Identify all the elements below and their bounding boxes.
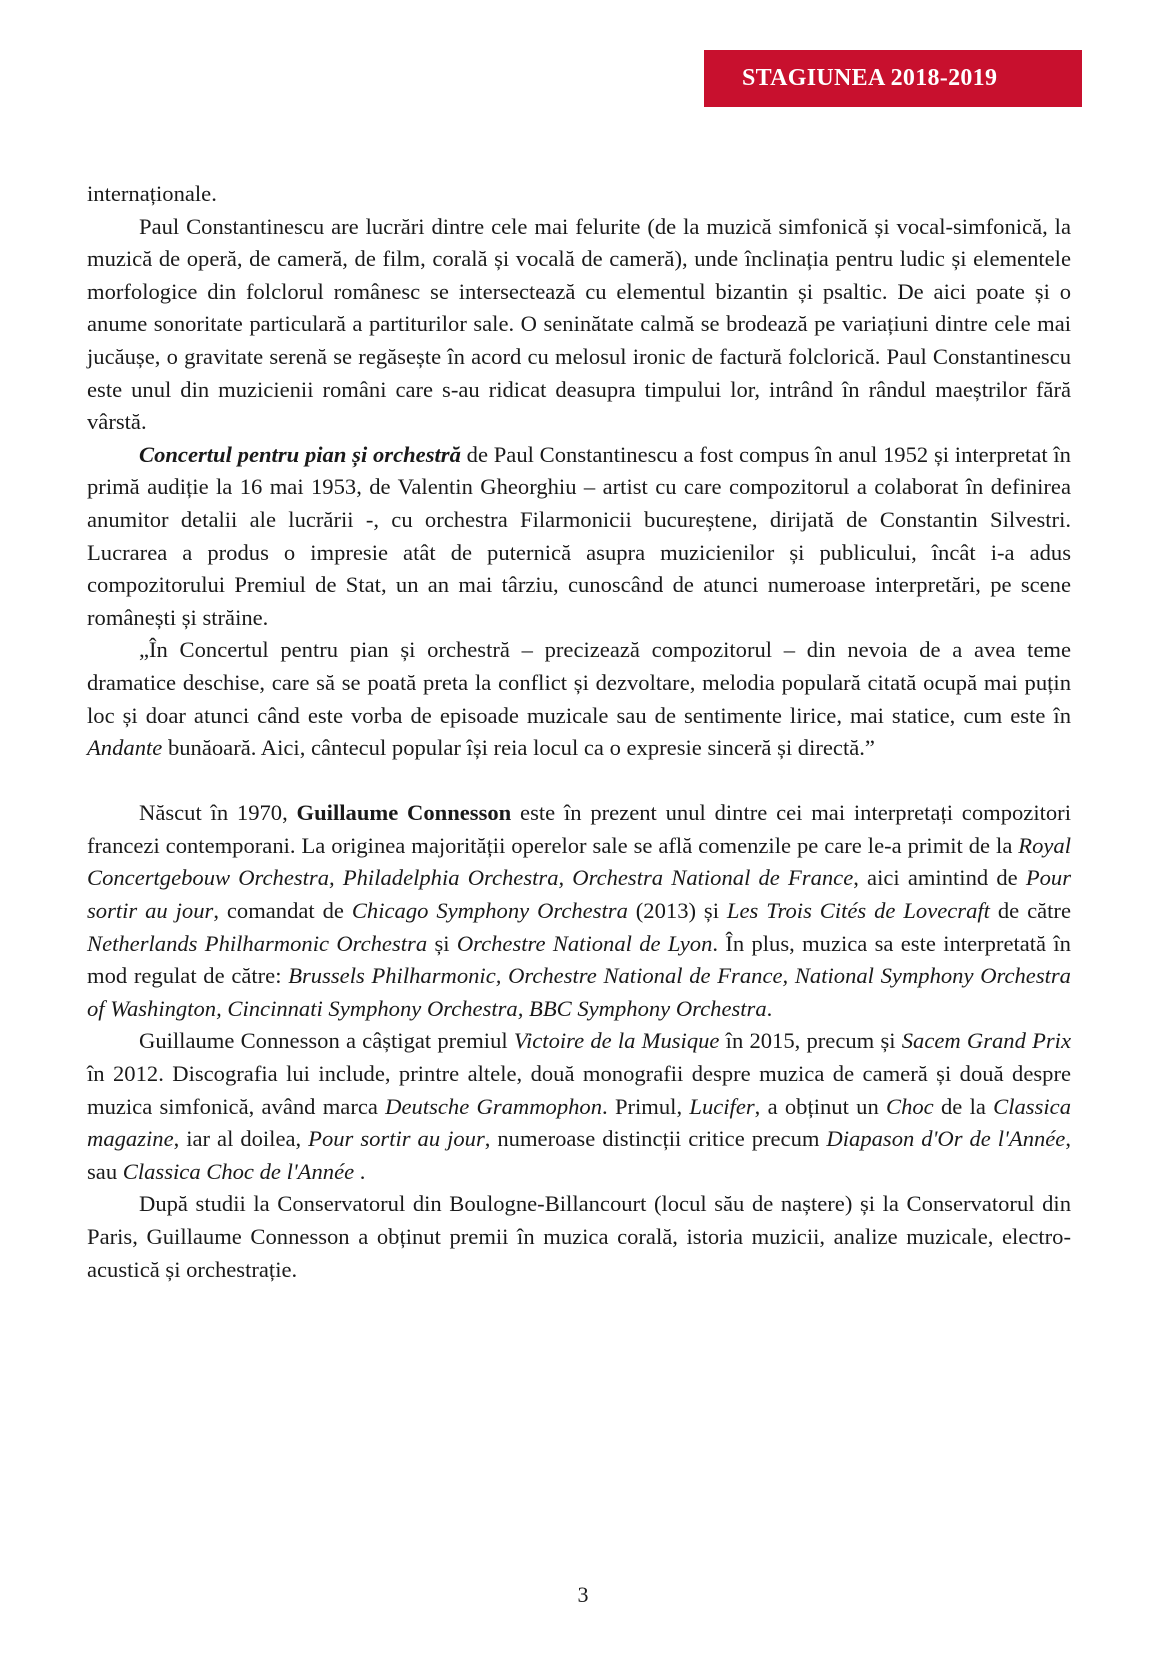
article-body: [87, 178, 1071, 1286]
paragraph-connesson-education: După studii la Conservatorul din Boulogne-Billancourt (locul său de naștere) și la Conservatorul din Paris, Guillaume Connesson a obținut premii în muzica corală, istoria muzicii, analize muzicale, electro-acustică și orchestrație.: [87, 1191, 1071, 1282]
page-number: 3: [577, 1582, 589, 1607]
paragraph-composer-quote: „În Concertul pentru pian și orchestră – precizează compozitorul – din nevoia de a avea teme dramatice deschise, care să se poată preta la conflict și dezvoltare, melodia populară citată ocupă mai puțin loc și doar atunci când este vorba de episoade muzicale sau de sentimente lirice, mai statice, cum este în Andante bunăoară. Aici, cântecul popular își reia locul ca o expresie sinceră și directă.”: [87, 637, 1071, 761]
composer-name: Guillaume Connesson: [296, 800, 512, 826]
paragraph-constantinescu-works: Paul Constantinescu are lucrări dintre cele mai felurite (de la muzică simfonică și vocal-simfonică, la muzică de operă, de cameră, de film, corală și vocală de cameră), unde înclinația pentru ludic și elementele morfologice din folclorul românesc se intersectează cu elementul bizantin și psaltic. De aici poate și o anume sonoritate particulară a partiturilor sale. O seninătate calmă se brodează pe variațiuni dintre cele mai jucăușe, o gravitate serenă se regăsește în acord cu melosul ironic de factură folclorică. Paul Constantinescu este unul din muzicienii români care s-au ridicat deasupra timpului lor, intrând în rândul maeștrilor fără vârstă.: [87, 213, 1071, 435]
paragraph-connesson-bio: Născut în 1970, Guillaume Connesson este în prezent unul dintre cei mai interpretați compozitori francezi contemporani. La originea majorității operelor sale se află comenzile pe care le-a primit de la Royal Concertgebouw Orchestra, Philadelphia Orchestra, Orchestra National de France, aici amintind de Pour sortir au jour, comandat de Chicago Symphony Orchestra (2013) și Les Trois Cités de Lovecraft de către Netherlands Philharmonic Orchestra și Orchestre National de Lyon. În plus, muzica sa este interpretată în mod regulat de către: Brussels Philharmonic, Orchestre National de France, National Symphony Orchestra of Washington, Cincinnati Symphony Orchestra, BBC Symphony Orchestra.: [87, 800, 1071, 1021]
paragraph-piano-concerto: Concertul pentru pian și orchestră de Paul Constantinescu a fost compus în anul 1952 și interpretat în primă audiție la 16 mai 1953, de Valentin Gheorghiu – artist cu care compozitorul a colaborat în definirea anumitor detalii ale lucrării -, cu orchestra Filarmonicii bucureștene, dirijată de Constantin Silvestri. Lucrarea a produs o impresie atât de puternică asupra muzicienilor și publicului, încât i-a adus compozitorului Premiul de Stat, un an mai târziu, cunoscând de atunci numeroase interpretări, pe scene românești și străine.: [87, 441, 1071, 630]
season-badge-text: STAGIUNEA 2018-2019: [742, 65, 998, 91]
paragraph-continuation: internaționale.: [87, 181, 217, 206]
paragraph-connesson-awards: Guillaume Connesson a câștigat premiul Victoire de la Musique în 2015, precum și Sacem Grand Prix în 2012. Discografia lui include, printre altele, două monografii despre muzica de cameră și două despre muzica simfonică, având marca Deutsche Grammophon. Primul, Lucifer, a obținut un Choc de la Classica magazine, iar al doilea, Pour sortir au jour, numeroase distincții critice precum Diapason d'Or de l'Année, sau Classica Choc de l'Année .: [87, 1028, 1071, 1184]
season-badge: [704, 50, 1082, 107]
work-title: Concertul pentru pian și orchestră: [139, 441, 461, 467]
italic-andante: Andante: [87, 735, 163, 761]
